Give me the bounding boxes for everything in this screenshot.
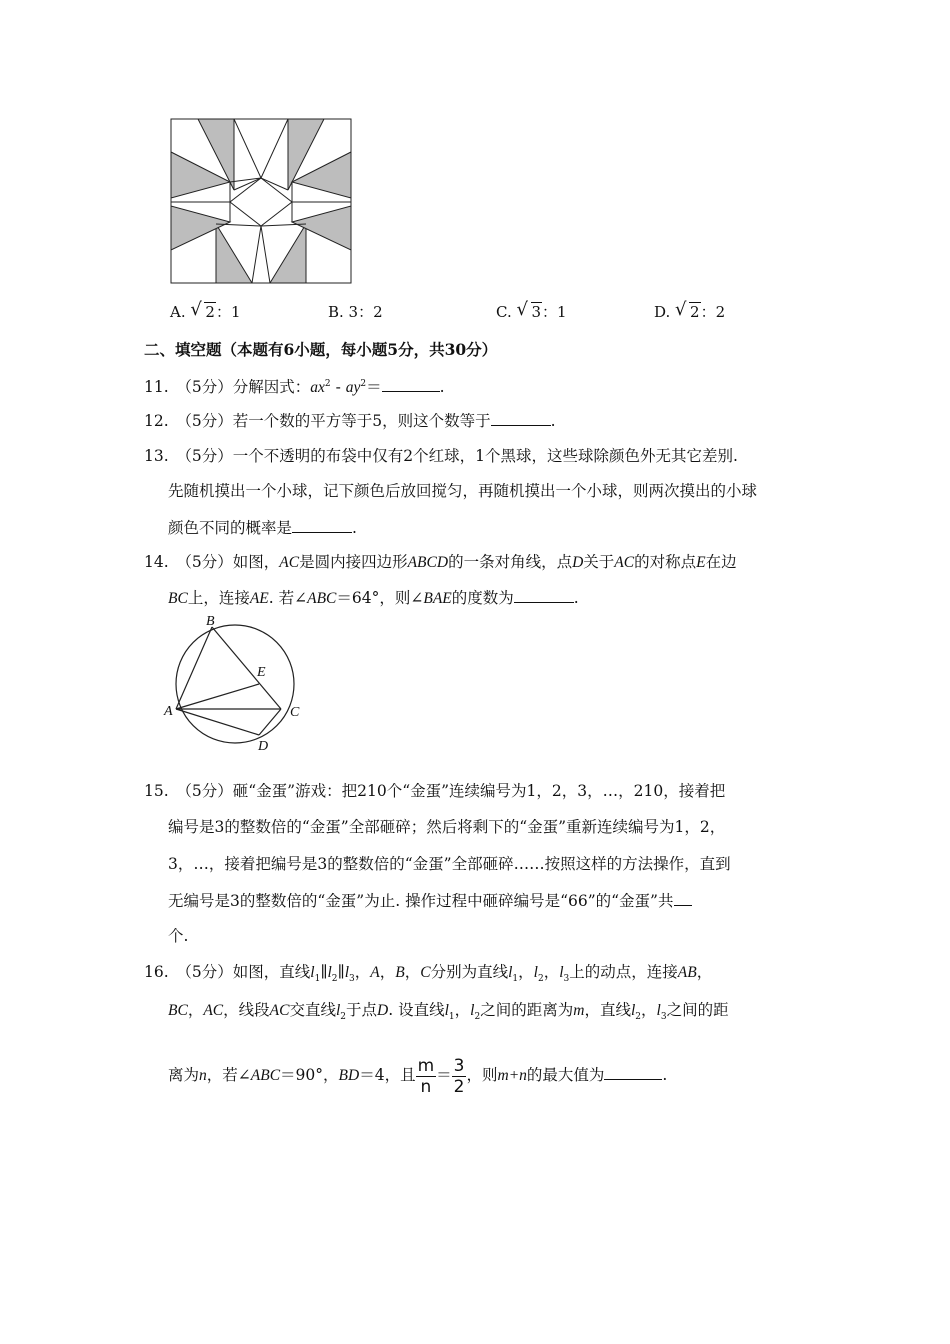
- label-a: A: [164, 704, 173, 719]
- fraction-denominator: 2: [453, 1076, 465, 1097]
- q14-text: 上，连接: [187, 589, 250, 607]
- option-c: [496, 299, 567, 322]
- circle: [176, 625, 294, 743]
- sqrt-symbol: √ 2: [675, 299, 700, 321]
- q16-var: l: [508, 964, 513, 981]
- q16-sub: 3: [349, 974, 355, 985]
- q16-text: ，若∠: [206, 1066, 251, 1084]
- fraction-numerator: 3: [453, 1055, 465, 1076]
- q16-text: 交直线: [289, 1001, 336, 1019]
- q16-sub: 2: [340, 1012, 347, 1023]
- fraction-3-over-2: [452, 1056, 467, 1097]
- label-c: C: [290, 705, 300, 720]
- q16-sub: 2: [635, 1012, 641, 1023]
- q14-text: 的一条对角线，点: [448, 553, 573, 571]
- q14-var: ABC: [307, 590, 337, 607]
- q16-sub: 2: [537, 974, 544, 985]
- q16-end: .: [662, 1066, 668, 1084]
- fraction-denominator: n: [420, 1076, 432, 1097]
- q16-sub: 3: [660, 1012, 667, 1023]
- answer-blank[interactable]: [604, 1064, 662, 1080]
- q16-sub: 3: [563, 974, 570, 985]
- question-14-line2: [168, 587, 579, 609]
- q16-text: ，: [187, 1001, 204, 1019]
- q16-var: A: [370, 964, 380, 981]
- question-16-line1: [144, 962, 712, 989]
- question-15-line3: 3，…，接着把编号是3的整数倍的“金蛋”全部砸碎……按照这样的方法操作，直到: [168, 855, 731, 873]
- q13-line3-text: 颜色不同的概率是: [168, 519, 293, 537]
- q14-text: 的度数为: [451, 589, 514, 607]
- q16-text: 的最大值为: [526, 1066, 605, 1084]
- q16-text: ，: [518, 963, 534, 981]
- q16-var: l: [335, 1002, 341, 1019]
- q11-text: 11. （5分）分解因式：: [144, 378, 311, 397]
- q14-var: E: [696, 554, 706, 571]
- q14-text: 14. （5分）如图，: [144, 553, 280, 571]
- q16-text: ＝4，且: [359, 1066, 416, 1084]
- q16-text: ∥: [320, 963, 328, 981]
- option-a-ratio: ：1: [215, 303, 241, 321]
- q16-text: ∥: [337, 963, 345, 981]
- question-15-line5: 个.: [168, 927, 189, 945]
- q14-var: BAE: [423, 590, 452, 607]
- q16-var: AC: [269, 1002, 290, 1019]
- q16-text: 16. （5分）如图，直线: [144, 963, 311, 981]
- q11-expr-b: ay: [345, 379, 361, 397]
- q11-expr-a: ax: [310, 379, 325, 397]
- shaded-triangle: [216, 224, 252, 283]
- sqrt-symbol: √ 3: [516, 299, 542, 321]
- q16-text: . 设直线: [388, 1001, 445, 1019]
- q16-text: ，: [379, 963, 396, 981]
- q16-var: l: [656, 1002, 661, 1019]
- q16-var: l: [344, 964, 350, 981]
- q16-text: 离为: [168, 1066, 200, 1084]
- q14-text: 在边: [705, 553, 737, 571]
- option-c-label: C.: [496, 303, 512, 321]
- q16-var: l: [533, 964, 538, 981]
- q14-text: 是圆内接四边形: [299, 553, 408, 571]
- q14-text: ＝64°，则∠: [336, 589, 424, 607]
- q16-var: n: [199, 1067, 207, 1084]
- q16-var: B: [395, 964, 405, 981]
- q16-var: l: [444, 1002, 449, 1019]
- shaded-triangle: [270, 224, 306, 283]
- q12-text: 12. （5分）若一个数的平方等于5，则这个数等于: [144, 412, 491, 430]
- q16-text: 之间的距离为: [480, 1001, 574, 1019]
- q16-sub: 1: [448, 1012, 455, 1023]
- q16-text: ，: [696, 963, 713, 981]
- fraction-m-over-n: [416, 1056, 437, 1097]
- q14-text: . 若∠: [268, 589, 308, 607]
- q16-var: l: [310, 964, 315, 981]
- answer-blank[interactable]: [382, 376, 440, 392]
- q16-sub: 1: [314, 974, 321, 985]
- q16-text: ，: [543, 963, 560, 981]
- q16-text: ，: [354, 963, 371, 981]
- q16-text: 于点: [346, 1001, 378, 1019]
- q14-var: AC: [614, 554, 635, 571]
- label-d: D: [258, 739, 269, 754]
- q16-text: ，直线: [584, 1001, 631, 1019]
- q16-sub: 2: [331, 974, 338, 985]
- question-12: [144, 410, 556, 431]
- q16-var: BC: [168, 1002, 188, 1019]
- q16-text: ，: [641, 1001, 657, 1019]
- radicand: 2: [690, 303, 700, 321]
- q14-var: ABCD: [407, 554, 449, 571]
- option-d-label: D.: [654, 303, 671, 321]
- q16-sub: 1: [512, 974, 519, 985]
- q16-text: 分别为直线: [430, 963, 509, 981]
- q11-end: .: [439, 378, 445, 397]
- q16-var: l: [630, 1002, 636, 1019]
- option-a-label: A.: [170, 303, 186, 321]
- question-16-line3: [168, 1053, 667, 1098]
- label-b: B: [206, 614, 215, 629]
- section-title: 二、填空题（本题有6小题，每小题5分，共30分）: [144, 340, 498, 359]
- q16-var: l: [470, 1002, 475, 1019]
- question-16-line2: [168, 1000, 729, 1027]
- option-d-ratio: ：2: [700, 303, 726, 321]
- answer-blank[interactable]: [292, 517, 352, 533]
- radicand: 2: [205, 303, 215, 321]
- q16-var: m+n: [497, 1067, 527, 1084]
- q16-var: C: [420, 964, 431, 981]
- option-b: B. 3：2: [328, 303, 383, 321]
- q14-var: AE: [249, 590, 269, 607]
- q16-text: ，: [454, 1001, 471, 1019]
- q14-var: BC: [168, 590, 188, 607]
- star-pattern-figure: [170, 118, 352, 284]
- question-15-line1: 15. （5分）砸“金蛋”游戏：把210个“金蛋”连续编号为1，2，3，…，210，接着把: [144, 782, 726, 800]
- q11-exponent: 2: [360, 379, 367, 389]
- q16-var: l: [327, 964, 332, 981]
- answer-blank[interactable]: [491, 410, 551, 426]
- question-13-line2: 先随机摸出一个小球，记下颜色后放回搅匀，再随机摸出一个小球，则两次摸出的小球: [168, 482, 758, 500]
- question-14-line1: [144, 552, 737, 573]
- q16-var: l: [559, 964, 564, 981]
- q16-text: ，则: [466, 1066, 498, 1084]
- q16-text: 之间的距: [666, 1001, 729, 1019]
- q16-var: m: [573, 1002, 585, 1019]
- question-13-line1: 13. （5分）一个不透明的布袋中仅有2个红球，1个黑球，这些球除颜色外无其它差别.: [144, 447, 738, 465]
- q14-end: .: [573, 589, 579, 607]
- sqrt-symbol: √ 2: [190, 299, 215, 321]
- q16-var: AB: [677, 964, 697, 981]
- option-a: [170, 299, 241, 322]
- q16-sub: 2: [474, 1012, 481, 1023]
- question-11: [144, 374, 445, 398]
- option-d: [654, 299, 726, 322]
- answer-blank[interactable]: [514, 587, 574, 603]
- q14-var: AC: [279, 554, 300, 571]
- question-13-line3: [168, 517, 357, 538]
- q11-equals: ＝: [366, 378, 382, 397]
- q16-var: ABC: [250, 1067, 281, 1084]
- q16-text: ＝90°，: [280, 1066, 339, 1084]
- q11-exponent: 2: [324, 379, 331, 389]
- q14-text: 关于: [583, 553, 615, 571]
- q12-end: .: [550, 412, 556, 430]
- label-e: E: [257, 665, 266, 680]
- q14-var: D: [572, 554, 584, 571]
- question-15-line4: [168, 890, 692, 911]
- q16-var: AC: [203, 1002, 224, 1019]
- q15-line4-text: 无编号是3的整数倍的“金蛋”为止. 操作过程中砸碎编号是“66”的“金蛋”共: [168, 892, 674, 910]
- fraction-numerator: m: [417, 1055, 435, 1076]
- question-15-line2: 编号是3的整数倍的“金蛋”全部砸碎；然后将剩下的“金蛋”重新连续编号为1，2，: [168, 818, 726, 836]
- circle-quadrilateral-figure: [160, 612, 310, 754]
- q16-text: ，线段: [223, 1001, 270, 1019]
- q11-minus: -: [330, 378, 346, 397]
- q16-var: D: [377, 1002, 389, 1019]
- q14-text: 的对称点: [634, 553, 697, 571]
- answer-blank[interactable]: [674, 890, 692, 906]
- q13-end: .: [352, 519, 357, 537]
- q16-var: BD: [338, 1067, 360, 1084]
- radicand: 3: [531, 303, 542, 321]
- q16-text: ，: [404, 963, 421, 981]
- q16-text: ＝: [436, 1066, 452, 1084]
- option-c-ratio: ：1: [542, 303, 567, 321]
- q16-text: 上的动点，连接: [569, 963, 678, 981]
